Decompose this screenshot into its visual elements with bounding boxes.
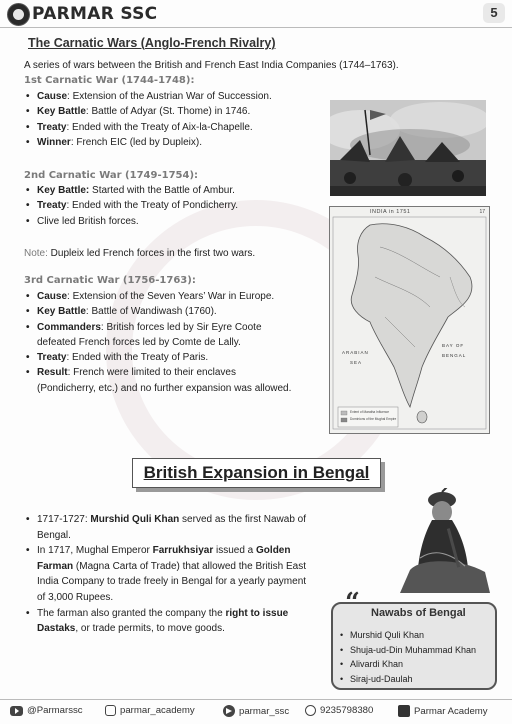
- war2-list: [24, 183, 324, 229]
- section-title: The Carnatic Wars (Anglo-French Rivalry): [28, 36, 276, 50]
- page-number: 5: [483, 3, 505, 23]
- map-label-sea: SEA: [350, 360, 363, 365]
- map-number: 17: [479, 209, 485, 215]
- list-item: • Shuja-ud-Din Muhammad Khan: [338, 643, 476, 658]
- nawabs-list: [338, 628, 476, 686]
- map-legend-item: Dominions of the Mughal Empire: [350, 417, 397, 421]
- footer: [0, 702, 512, 722]
- list-item: • 1717-1727: Murshid Quli Khan served as the first Nawab of Bengal.: [24, 512, 316, 543]
- quote-mark-icon: “: [345, 588, 360, 618]
- list-item: • In 1717, Mughal Emperor Farrukhsiyar issued a Golden Farman (Magna Carta of Trade) that allowed the British East India Company to trade freely in Bengal for a yearly payment of 3,000 Rupees.: [24, 543, 316, 605]
- telegram-handle: parmar_ssc: [239, 705, 290, 717]
- footer-instagram[interactable]: [105, 705, 195, 716]
- telegram-icon: [223, 705, 235, 717]
- map-label-arabian: ARABIAN: [342, 350, 369, 355]
- india-map-image: [329, 206, 490, 434]
- list-item: • Key Battle: Started with the Battle of Ambur.: [24, 183, 324, 198]
- battle-painting-image: [330, 100, 486, 196]
- list-item: • Cause: Extension of the Seven Years’ War in Europe.: [24, 289, 294, 304]
- header-divider: [0, 27, 512, 28]
- list-item: • Result: French were limited to their enclaves (Pondicherry, etc.) and no further expansion was allowed.: [24, 365, 294, 396]
- battle-scene-graphic: [330, 100, 486, 196]
- war1-title: 1st Carnatic War (1744-1748):: [24, 75, 195, 86]
- list-item: • Key Battle: Battle of Wandiwash (1760).: [24, 304, 294, 319]
- nawabs-title: Nawabs of Bengal: [371, 607, 466, 619]
- map-label-bengal: BENGAL: [442, 353, 467, 358]
- list-item: • Commanders: British forces led by Sir Eyre Coote defeated French forces led by Comte de Lally.: [24, 320, 294, 351]
- academy-logo-icon: [398, 705, 410, 717]
- war3-title: 3rd Carnatic War (1756-1763):: [24, 275, 196, 286]
- footer-academy[interactable]: [398, 705, 488, 717]
- whatsapp-icon: [305, 705, 316, 716]
- note-text: Note: Dupleix led French forces in the first two wars.: [24, 248, 256, 259]
- bengal-heading: British Expansion in Bengal: [132, 458, 381, 488]
- header: [0, 0, 512, 28]
- whatsapp-number: 9235798380: [320, 705, 374, 716]
- youtube-icon: [10, 706, 23, 716]
- nawab-portrait-image: [390, 488, 500, 598]
- list-item: • Murshid Quli Khan: [338, 628, 476, 643]
- footer-telegram[interactable]: [223, 705, 289, 717]
- footer-youtube[interactable]: [10, 705, 83, 716]
- list-item: • Cause: Extension of the Austrian War of Succession.: [24, 89, 324, 104]
- brand-name: PARMAR SSC: [32, 4, 158, 24]
- war2-title: 2nd Carnatic War (1749-1754):: [24, 170, 199, 181]
- list-item: • Siraj-ud-Daulah: [338, 672, 476, 687]
- list-item: • Key Battle: Battle of Adyar (St. Thome) in 1746.: [24, 104, 324, 119]
- war1-list: [24, 89, 324, 150]
- list-item: • The farman also granted the company the right to issue Dastaks, or trade permits, to move goods.: [24, 606, 316, 637]
- list-item: • Clive led British forces.: [24, 214, 324, 229]
- logo-icon: [7, 3, 30, 26]
- nawab-portrait-graphic: [390, 488, 500, 598]
- list-item: • Treaty: Ended with the Treaty of Paris.: [24, 350, 294, 365]
- india-map-graphic: [330, 207, 489, 433]
- footer-whatsapp[interactable]: [305, 705, 373, 716]
- intro-text: A series of wars between the British and French East India Companies (1744–1763).: [24, 60, 399, 71]
- list-item: • Winner: French EIC (led by Dupleix).: [24, 135, 324, 150]
- academy-name: Parmar Academy: [414, 705, 488, 717]
- instagram-handle: parmar_academy: [120, 705, 195, 716]
- map-label-bay-of: BAY OF: [442, 343, 465, 348]
- list-item: • Treaty: Ended with the Treaty of Pondicherry.: [24, 198, 324, 213]
- footer-divider: [0, 699, 512, 700]
- bengal-list: [24, 512, 316, 637]
- map-title: INDIA in 1751: [370, 209, 411, 215]
- map-legend-item: Extent of Maratha Influence: [350, 410, 389, 414]
- war3-list: [24, 289, 294, 396]
- youtube-handle: @Parmarssc: [27, 705, 83, 716]
- list-item: • Treaty: Ended with the Treaty of Aix-la-Chapelle.: [24, 120, 324, 135]
- instagram-icon: [105, 705, 116, 716]
- list-item: • Alivardi Khan: [338, 657, 476, 672]
